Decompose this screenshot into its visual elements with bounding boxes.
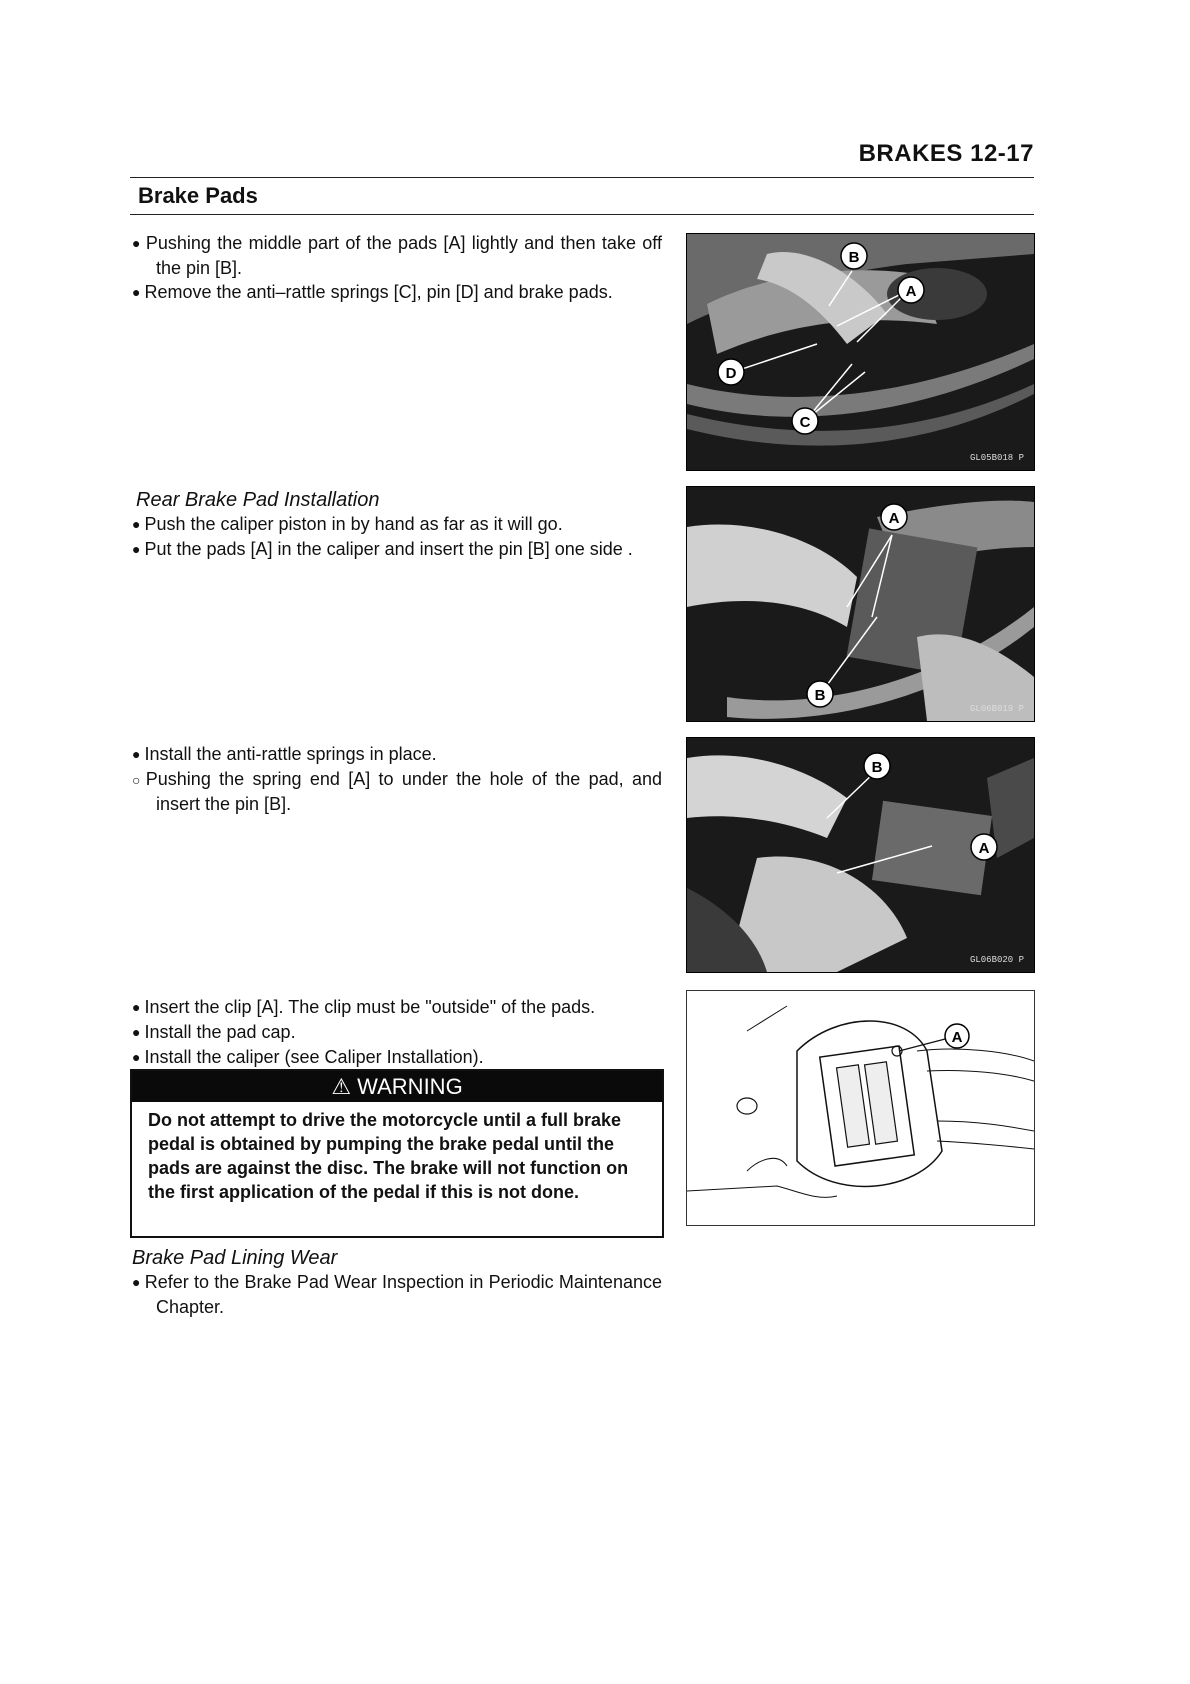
list-item: ○ Pushing the spring end [A] to under the hole of the pad, and insert the pin [B]. <box>132 769 662 814</box>
bullet-icon: ● <box>132 516 141 532</box>
warning-box <box>130 1069 664 1238</box>
figure-pad-insertion <box>686 486 1035 722</box>
callout-label: A <box>888 510 900 527</box>
callout-label: A <box>978 840 990 857</box>
warning-header <box>132 1071 662 1102</box>
block-installation <box>132 488 662 562</box>
callout-label: B <box>848 249 860 266</box>
figure-clip-drawing <box>686 990 1035 1226</box>
page-header: BRAKES 12-17 <box>858 140 1034 167</box>
list-item: ● Remove the anti–rattle springs [C], pin [D] and brake pads. <box>132 282 613 302</box>
bullet-icon: ● <box>132 1274 141 1290</box>
list-item: ● Refer to the Brake Pad Wear Inspection in Periodic Maintenance Chapter. <box>132 1272 662 1317</box>
warning-label: WARNING <box>357 1074 463 1099</box>
warning-icon: ⚠ <box>331 1074 352 1099</box>
figure-spring-install <box>686 737 1035 973</box>
list-item: ● Install the anti-rattle springs in place. <box>132 744 437 764</box>
figure-code: GL06B020 P <box>969 955 1024 965</box>
bullet-icon: ● <box>132 746 141 762</box>
list-item: ● Install the pad cap. <box>132 1022 296 1042</box>
block-removal <box>132 231 662 305</box>
subsection-heading: Rear Brake Pad Installation <box>136 489 380 511</box>
header-rule <box>130 177 1034 178</box>
bullet-icon: ● <box>132 235 142 251</box>
block-springs <box>132 742 662 816</box>
warning-text: Do not attempt to drive the motorcycle until a full brake pedal is obtained by pumping the brake pedal until the pads are against the disc. The brake will not function on the first application of the pedal if this is not done. <box>148 1110 629 1202</box>
callout-label: D <box>725 365 737 382</box>
figure-code: GL06B019 P <box>969 704 1024 714</box>
block-clip <box>132 995 662 1070</box>
bullet-icon: ● <box>132 541 141 557</box>
list-item: ● Push the caliper piston in by hand as far as it will go. <box>132 514 563 534</box>
callout-label: A <box>951 1029 963 1046</box>
callout-label: C <box>799 414 811 431</box>
callout-label: A <box>905 283 917 300</box>
callout-label: B <box>814 687 826 704</box>
sub-bullet-icon: ○ <box>132 772 144 788</box>
list-item: ● Insert the clip [A]. The clip must be "outside" of the pads. <box>132 997 596 1017</box>
section-rule <box>130 214 1034 215</box>
list-item: ● Install the caliper (see Caliper Installation). <box>132 1047 484 1067</box>
block-lining-wear <box>132 1246 662 1319</box>
list-item: ● Put the pads [A] in the caliper and insert the pin [B] one side . <box>132 539 633 559</box>
bullet-icon: ● <box>132 999 141 1015</box>
bullet-icon: ● <box>132 1049 141 1065</box>
section-title: Brake Pads <box>138 183 258 208</box>
list-item: ● Pushing the middle part of the pads [A] lightly and then take off the pin [B]. <box>132 233 662 278</box>
subsection-heading: Brake Pad Lining Wear <box>132 1247 338 1269</box>
bullet-icon: ● <box>132 284 141 300</box>
callout-label: B <box>871 759 883 776</box>
figure-pad-removal <box>686 233 1035 471</box>
figure-code: GL05B018 P <box>969 453 1024 463</box>
bullet-icon: ● <box>132 1024 141 1040</box>
